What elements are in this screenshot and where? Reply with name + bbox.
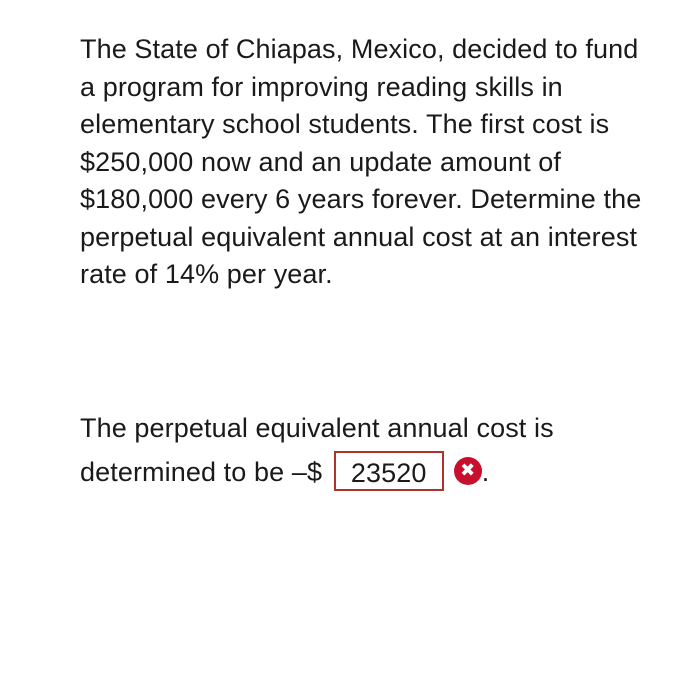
answer-statement — [80, 406, 660, 494]
answer-suffix: . — [481, 457, 490, 487]
answer-input[interactable]: 23520 — [334, 451, 444, 491]
answer-prefix: The perpetual equivalent annual cost is determined to be –$ — [80, 413, 554, 487]
question-text: The State of Chiapas, Mexico, decided to fund a program for improving reading skills in elementary school students. The first cost is $250,000 now and an update amount of $180,000 every 6 years forever. Determine the perpetual equivalent annual cost at an interest rate of 14% per year. — [80, 34, 642, 289]
incorrect-icon: ✖ — [454, 457, 482, 485]
